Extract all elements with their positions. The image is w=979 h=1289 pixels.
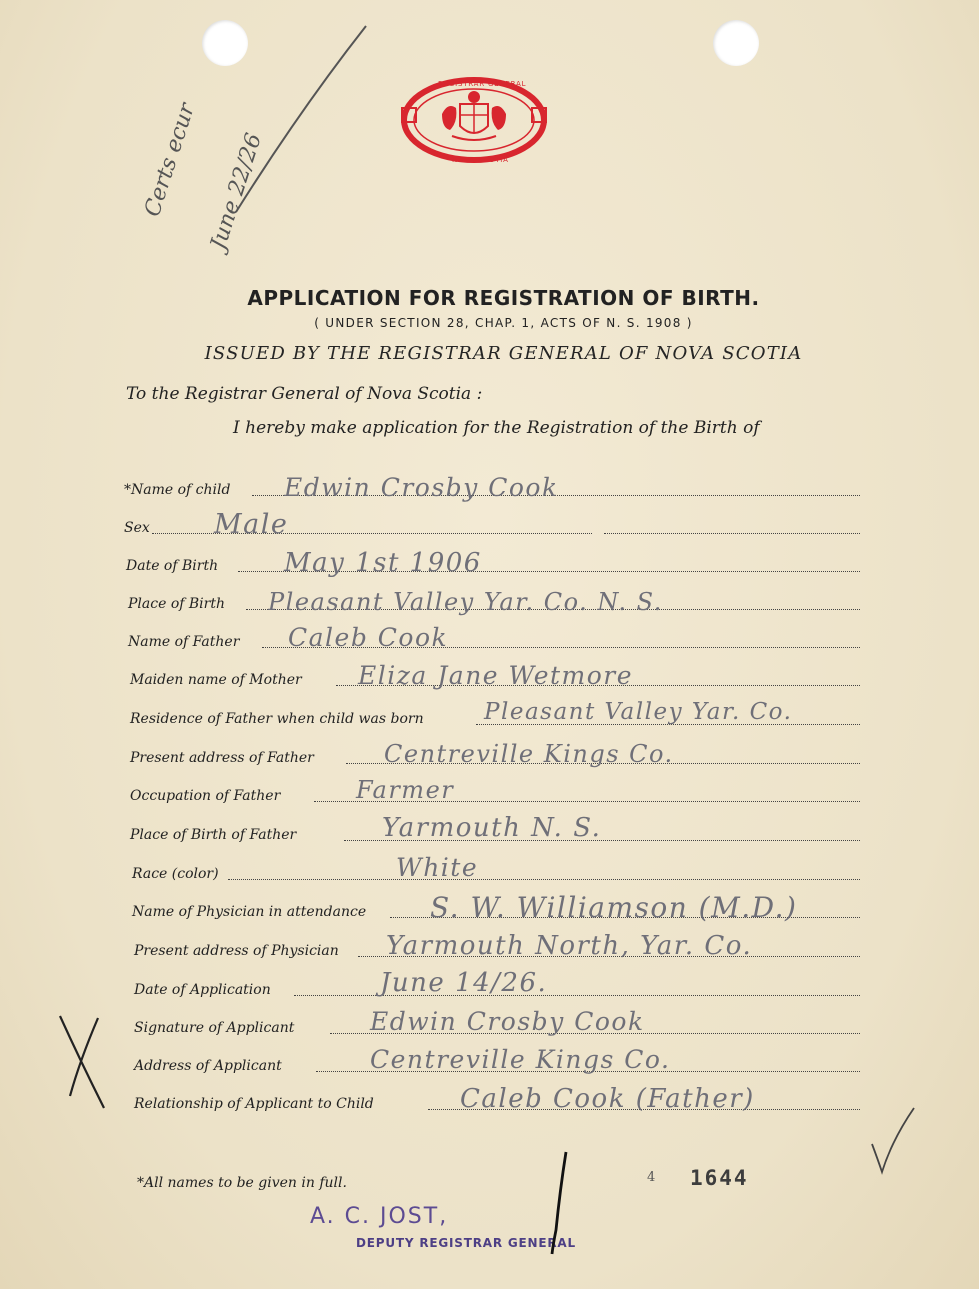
tick-mark: 4	[647, 1170, 656, 1185]
field-row-maiden-name-of-mother	[0, 656, 979, 692]
field-label: Sex	[124, 520, 150, 536]
serial-number: 1644	[690, 1166, 749, 1190]
form-title: APPLICATION FOR REGISTRATION OF BIRTH.	[247, 286, 760, 310]
field-value-handwritten: Edwin Crosby Cook	[370, 1007, 645, 1036]
field-value-handwritten: Farmer	[356, 776, 455, 804]
check-mark-icon	[872, 1108, 914, 1172]
field-dotted-line	[604, 533, 860, 534]
field-label: Race (color)	[132, 866, 219, 882]
field-value-handwritten: Eliza Jane Wetmore	[358, 661, 634, 690]
field-dotted-line	[294, 995, 860, 996]
field-row-occupation-of-father	[0, 772, 979, 808]
footnote: *All names to be given in full.	[137, 1175, 347, 1191]
field-label: *Name of child	[124, 482, 231, 498]
field-label: Relationship of Applicant to Child	[134, 1096, 374, 1112]
field-value-handwritten: June 14/26.	[380, 968, 548, 998]
form-subtitle: ( UNDER SECTION 28, CHAP. 1, ACTS OF N. S. 1908 )	[314, 316, 693, 330]
field-row-present-address-of-father	[0, 734, 979, 770]
seal-text-top: REGISTRAR GENERAL	[438, 80, 527, 88]
field-row-physician-in-attendance	[0, 888, 979, 924]
diagonal-stroke-icon	[236, 26, 366, 212]
field-dotted-line	[228, 879, 860, 880]
field-label: Maiden name of Mother	[130, 672, 302, 688]
field-value-handwritten: Edwin Crosby Cook	[284, 473, 559, 502]
field-label: Name of Father	[128, 634, 240, 650]
field-row-race-color	[0, 850, 979, 886]
intro-statement: I hereby make application for the Registration of the Birth of	[233, 418, 760, 438]
field-value-handwritten: Pleasant Valley Yar. Co. N. S.	[268, 588, 663, 616]
field-label: Place of Birth of Father	[130, 827, 297, 843]
field-label: Date of Application	[134, 982, 271, 998]
field-label: Present address of Physician	[134, 943, 339, 959]
field-row-present-address-of-physician	[0, 927, 979, 963]
field-row-signature-of-applicant	[0, 1004, 979, 1040]
field-label: Place of Birth	[128, 596, 225, 612]
field-label: Date of Birth	[126, 558, 219, 574]
field-value-handwritten: Pleasant Valley Yar. Co.	[484, 699, 793, 725]
field-row-date-of-birth	[0, 542, 979, 578]
field-row-name-of-child	[0, 466, 979, 502]
field-row-sex	[0, 504, 979, 540]
field-label: Occupation of Father	[130, 788, 281, 804]
field-value-handwritten: Yarmouth North, Yar. Co.	[386, 931, 753, 961]
margin-note-line2: June 22/26	[206, 130, 268, 253]
issued-by-line: ISSUED BY THE REGISTRAR GENERAL OF NOVA SCOTIA	[204, 343, 803, 364]
field-row-name-of-father	[0, 618, 979, 654]
stamp-title: DEPUTY REGISTRAR GENERAL	[356, 1236, 576, 1250]
field-row-residence-of-father	[0, 695, 979, 731]
field-label: Residence of Father when child was born	[130, 711, 424, 727]
field-row-date-of-application	[0, 966, 979, 1002]
field-value-handwritten: Caleb Cook (Father)	[460, 1084, 755, 1114]
seal-text-bottom: NOVA SCOTIA	[452, 156, 509, 164]
field-value-handwritten: Male	[214, 509, 289, 540]
field-label: Address of Applicant	[134, 1058, 282, 1074]
field-value-handwritten: May 1st 1906	[284, 548, 482, 578]
field-value-handwritten: Centreville Kings Co.	[370, 1045, 671, 1074]
field-label: Name of Physician in attendance	[132, 904, 367, 920]
field-value-handwritten: White	[396, 853, 479, 882]
field-value-handwritten: S. W. Williamson (M.D.)	[430, 891, 798, 924]
field-row-relationship-to-child	[0, 1080, 979, 1116]
margin-note-line1: Certs ecur	[140, 100, 201, 220]
field-label: Signature of Applicant	[134, 1020, 295, 1036]
punch-hole-right	[713, 20, 759, 66]
field-row-place-of-birth-of-father	[0, 811, 979, 847]
punch-hole-left	[202, 20, 248, 66]
field-label: Present address of Father	[130, 750, 314, 766]
field-row-place-of-birth	[0, 580, 979, 616]
field-row-address-of-applicant	[0, 1042, 979, 1078]
field-value-handwritten: Caleb Cook	[288, 623, 449, 652]
field-value-handwritten: Centreville Kings Co.	[384, 740, 674, 768]
field-value-handwritten: Yarmouth N. S.	[382, 813, 602, 843]
salutation: To the Registrar General of Nova Scotia :	[126, 384, 483, 404]
stamp-name: A. C. JOST,	[310, 1204, 449, 1229]
